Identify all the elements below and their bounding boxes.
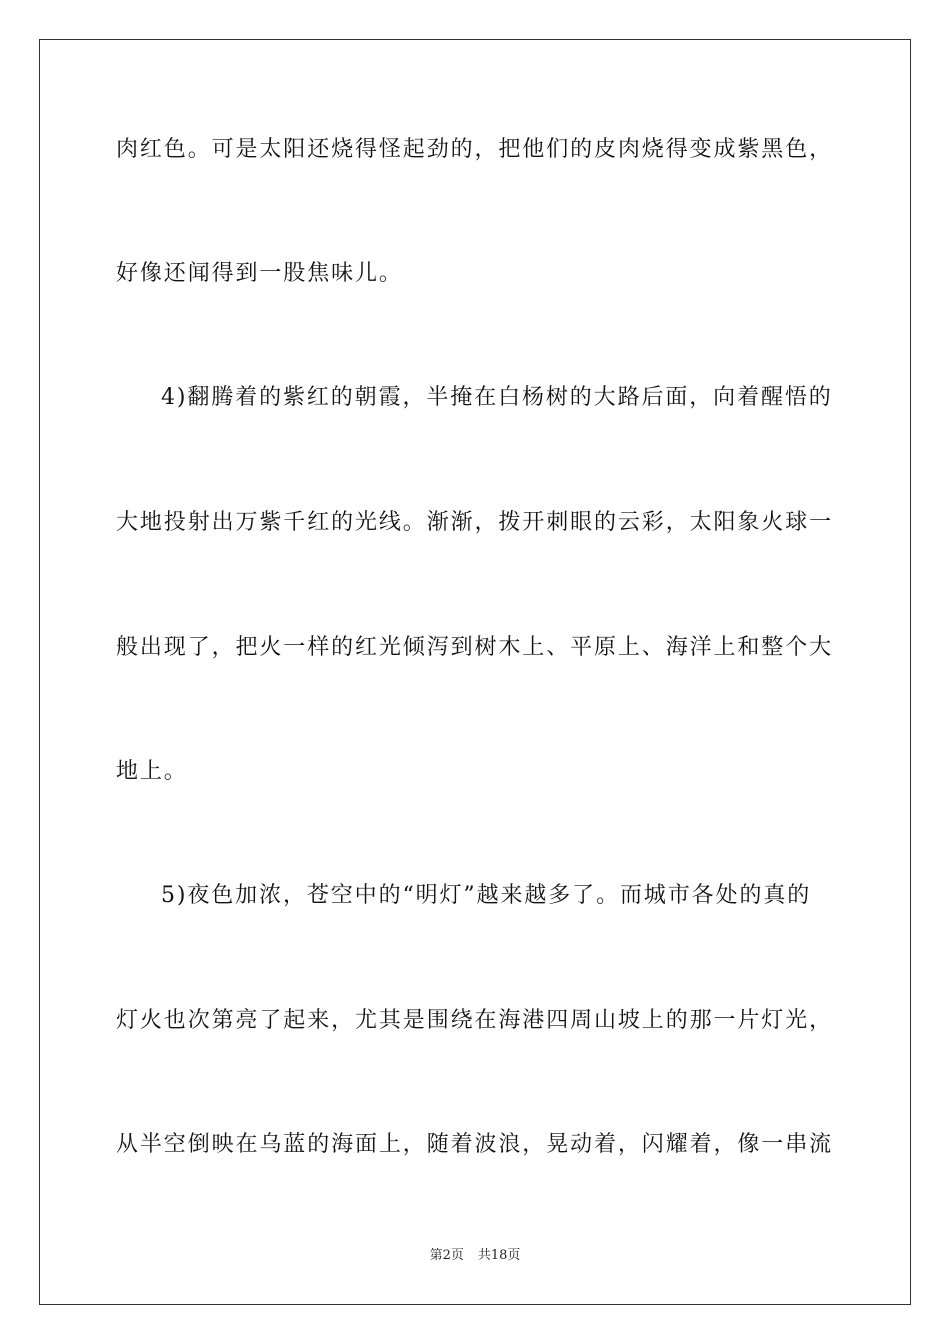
page-border: [39, 39, 911, 1305]
text-line-2: 好像还闻得到一股焦味儿。: [116, 261, 403, 286]
page-total: 共18页: [477, 1248, 521, 1263]
text-line-3: 4)翻腾着的紫红的朝霞，半掩在白杨树的大路后面，向着醒悟的: [161, 385, 833, 410]
page-footer: [0, 1247, 950, 1265]
text-line-7: 5)夜色加浓，苍空中的“明灯”越来越多了。而城市各处的真的: [161, 883, 812, 908]
text-line-6: 地上。: [116, 759, 188, 784]
text-line-4: 大地投射出万紫千红的光线。渐渐，拨开刺眼的云彩，太阳象火球一: [116, 510, 834, 535]
text-line-1: 肉红色。可是太阳还烧得怪起劲的，把他们的皮肉烧得变成紫黑色，: [116, 137, 834, 162]
text-line-9: 从半空倒映在乌蓝的海面上，随着波浪，晃动着，闪耀着，像一串流: [116, 1132, 834, 1157]
page-number: 第2页: [429, 1248, 464, 1263]
text-line-8: 灯火也次第亮了起来，尤其是围绕在海港四周山坡上的那一片灯光，: [116, 1008, 834, 1033]
text-line-5: 般出现了，把火一样的红光倾泻到树木上、平原上、海洋上和整个大: [116, 635, 834, 660]
